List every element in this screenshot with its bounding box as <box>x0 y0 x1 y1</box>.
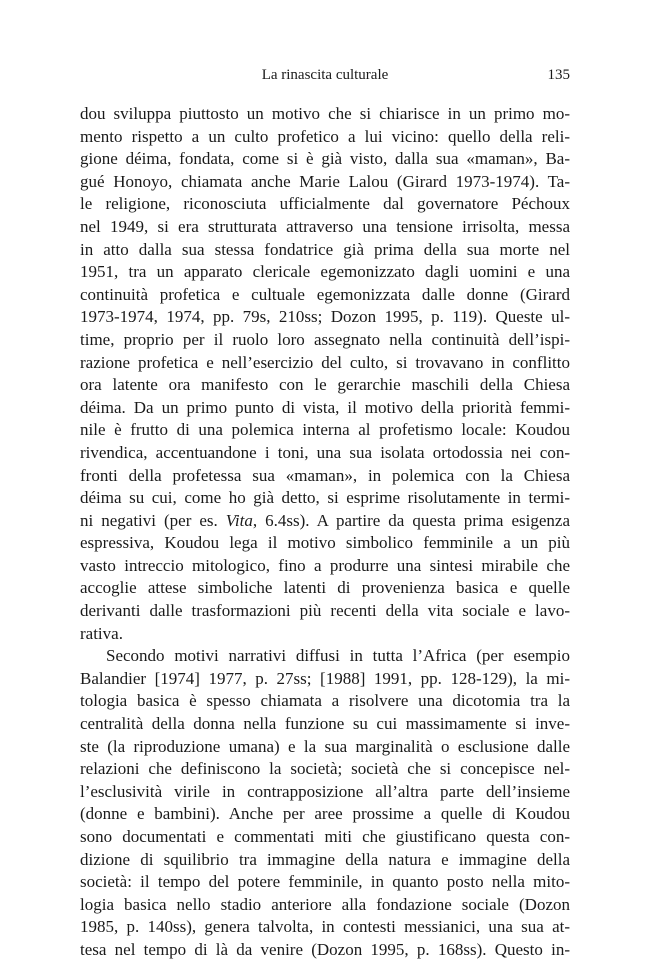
text-line: mento rispetto a un culto profetico a lui vicino: quello della reli- <box>80 126 570 146</box>
body-text <box>80 103 570 962</box>
text-line: razione profetica e nell’esercizio del culto, si trovavano in conflitto <box>80 352 570 372</box>
text-line: ora latente ora manifesto con le gerarchie maschili della Chiesa <box>80 375 570 395</box>
text-line: nel 1949, si era strutturata attraverso una tensione irrisolta, messa <box>80 216 570 236</box>
text-line: rativa. <box>80 623 123 643</box>
text-line <box>80 510 570 533</box>
text-line: ste (la riproduzione umana) e la sua marginalità o esclusione dalle <box>80 736 570 756</box>
text-line: relazioni che definiscono la società; società che si concepisce nel- <box>80 759 570 779</box>
text-line: déima. Da un primo punto di vista, il motivo della priorità femmi- <box>80 397 570 417</box>
text-line: rivendica, accentuandone i toni, una sua isolata ortodossia nei con- <box>80 442 570 462</box>
text-line: le religione, riconosciuta ufficialmente dal governatore Péchoux <box>80 194 570 214</box>
text-line: logia basica nello stadio anteriore alla fondazione sociale (Dozon <box>80 894 570 914</box>
text-line: 1985, p. 140ss), genera talvolta, in contesti messianici, una sua at- <box>80 917 570 937</box>
text-line: déima su cui, come ho già detto, si esprime risolutamente in termi- <box>80 488 570 508</box>
text-line: gione déima, fondata, come si è già visto, dalla sua «maman», Ba- <box>80 149 570 169</box>
running-title: La rinascita culturale <box>261 67 389 83</box>
page-number: 135 <box>547 67 570 83</box>
text-line: in atto dalla sua stessa fondatrice già prima della sua morte nel <box>80 239 570 259</box>
paragraph-2 <box>80 645 570 961</box>
text-line: società: il tempo del potere femminile, in quanto posto nella mito- <box>80 872 570 892</box>
italic-title: Vita <box>225 510 253 530</box>
text-line: continuità profetica e cultuale egemonizzata dalle donne (Girard <box>80 284 570 304</box>
text-line: sono documentati e commentati miti che giustificano questa con- <box>80 827 570 846</box>
text-line: (donne e bambini). Anche per aree prossime a quelle di Koudou <box>80 804 570 824</box>
text-line: nile è frutto di una polemica interna al profetismo locale: Koudou <box>80 420 570 440</box>
text-line: vasto intreccio mitologico, fino a produrre una sintesi mirabile che <box>80 555 570 575</box>
text-line: accoglie attese simboliche latenti di provenienza basica e quelle <box>80 578 570 598</box>
text-line: tesa nel tempo di là da venire (Dozon 1995, p. 168ss). Questo in- <box>80 939 570 959</box>
text-run: , 6.4ss). A partire da questa prima esigenza <box>252 510 570 530</box>
text-line: tologia basica è spesso chiamata a risolvere una dicotomia tra la <box>80 691 570 711</box>
text-line: Secondo motivi narrativi diffusi in tutta l’Africa (per esempio <box>106 646 570 666</box>
text-line: time, proprio per il ruolo loro assegnato nella continuità dell’ispi- <box>80 329 570 349</box>
text-line: gué Honoyo, chiamata anche Marie Lalou (Girard 1973-1974). Ta- <box>80 171 570 191</box>
text-line: derivanti dalle trasformazioni più recenti della vita sociale e lavo- <box>80 601 570 621</box>
text-line: dizione di squilibrio tra immagine della natura e immagine della <box>80 849 570 869</box>
paragraph-1 <box>80 103 570 645</box>
text-line: dou sviluppa piuttosto un motivo che si chiarisce in un primo mo- <box>80 104 570 123</box>
text-line: centralità della donna nella funzione su cui massimamente si inve- <box>80 714 570 734</box>
text-run: ni negativi (per es. <box>80 510 226 530</box>
text-line: 1973-1974, 1974, pp. 79s, 210ss; Dozon 1995, p. 119). Queste ul- <box>80 307 570 327</box>
text-line: l’esclusività virile in contrapposizione all’altra parte dell’insieme <box>80 781 570 801</box>
text-line: 1951, tra un apparato clericale egemonizzato dagli uomini e una <box>80 262 570 282</box>
text-line: espressiva, Koudou lega il motivo simbolico femminile a un più <box>80 533 570 553</box>
text-line: fronti della profetessa sua «maman», in polemica con la Chiesa <box>80 465 570 485</box>
text-line: Balandier [1974] 1977, p. 27ss; [1988] 1991, pp. 128-129), la mi- <box>80 668 570 688</box>
running-head <box>80 64 570 86</box>
